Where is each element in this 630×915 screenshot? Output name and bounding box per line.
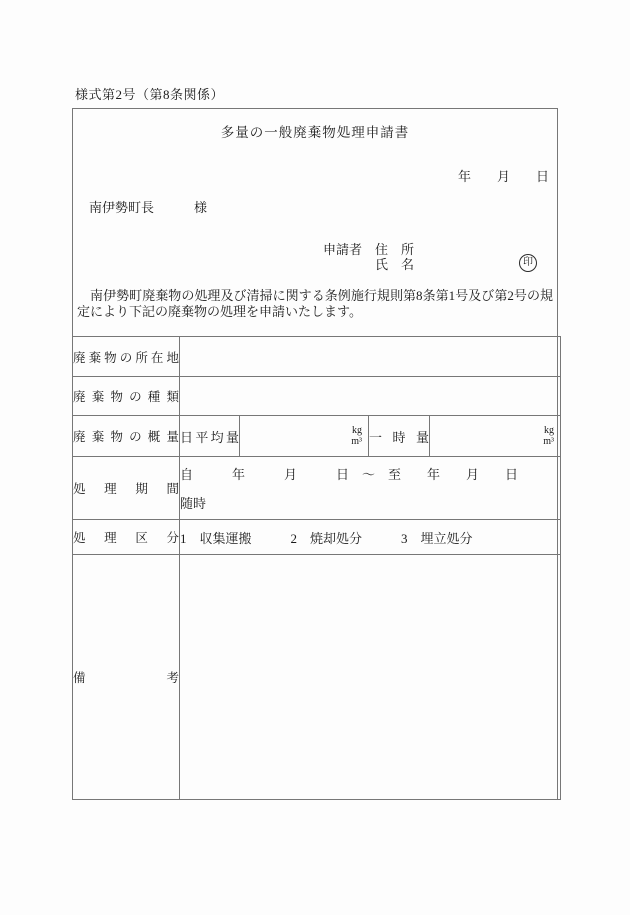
table-row xyxy=(73,416,561,457)
applicant-address-line xyxy=(323,242,414,257)
seal-icon: 印 xyxy=(519,254,537,272)
form-title: 多量の一般廃棄物処理申請書 xyxy=(220,125,410,140)
date-line: 年 月 日 xyxy=(457,169,549,184)
unit-kg: kg xyxy=(352,425,362,436)
waste-type-label: 廃 棄 物 の 種 類 xyxy=(73,390,179,404)
remarks-label-cell xyxy=(73,555,180,800)
waste-location-value-cell xyxy=(180,337,561,377)
daily-average-label: 日 平 均 量 xyxy=(180,429,239,445)
applicant-name-line xyxy=(323,257,414,272)
remarks-label: 備 考 xyxy=(73,671,179,685)
waste-location-label: 廃 棄 物 の 所 在 地 xyxy=(73,350,179,365)
application-table xyxy=(72,336,561,800)
honorific: 様 xyxy=(194,200,208,215)
period-label: 処 理 期 間 xyxy=(73,482,179,496)
category-label: 処 理 区 分 xyxy=(73,531,179,545)
category-label-cell xyxy=(73,520,180,555)
onetime-label: 一 時 量 xyxy=(369,429,429,445)
unit-kg: kg xyxy=(544,425,554,436)
daily-average-units xyxy=(240,425,368,447)
addressee-line xyxy=(89,197,207,216)
address-label: 住 所 xyxy=(375,242,415,257)
period-value-cell xyxy=(180,457,561,520)
unit-m3: m³ xyxy=(543,436,554,447)
name-label: 氏 名 xyxy=(375,257,415,272)
applicant-label: 申請者 xyxy=(323,242,363,257)
unit-m3: m³ xyxy=(351,436,362,447)
period-range: 自 年 月 日 ～ 至 年 月 日 xyxy=(180,467,519,482)
body-paragraph: 南伊勢町廃棄物の処理及び清掃に関する条例施行規則第8条第1号及び第2号の規定により下記の廃棄物の処理を申請いたします。 xyxy=(77,288,553,319)
applicant-block xyxy=(323,242,414,272)
table-row xyxy=(73,457,561,520)
waste-type-label-cell xyxy=(73,377,180,416)
waste-quantity-label-cell xyxy=(73,416,180,457)
waste-quantity-label: 廃 棄 物 の 概 量 xyxy=(73,430,179,444)
onetime-value-cell xyxy=(430,416,561,457)
table-row xyxy=(73,337,561,377)
category-options-cell: 1 収集運搬 2 焼却処分 3 埋立処分 xyxy=(180,520,561,555)
table-row xyxy=(73,377,561,416)
form-number: 様式第2号（第8条関係） xyxy=(75,87,225,102)
remarks-value-cell xyxy=(180,555,561,800)
daily-average-value-cell xyxy=(240,416,369,457)
waste-type-value-cell xyxy=(180,377,561,416)
period-anytime: 随時 xyxy=(180,496,207,511)
addressee: 南伊勢町長 xyxy=(89,200,155,215)
period-label-cell xyxy=(73,457,180,520)
daily-average-label-cell xyxy=(180,416,240,457)
waste-location-label-cell xyxy=(73,337,180,377)
table-row xyxy=(73,520,561,555)
form-box xyxy=(72,108,558,800)
table-row xyxy=(73,555,561,800)
onetime-units xyxy=(430,425,560,447)
onetime-label-cell xyxy=(369,416,430,457)
